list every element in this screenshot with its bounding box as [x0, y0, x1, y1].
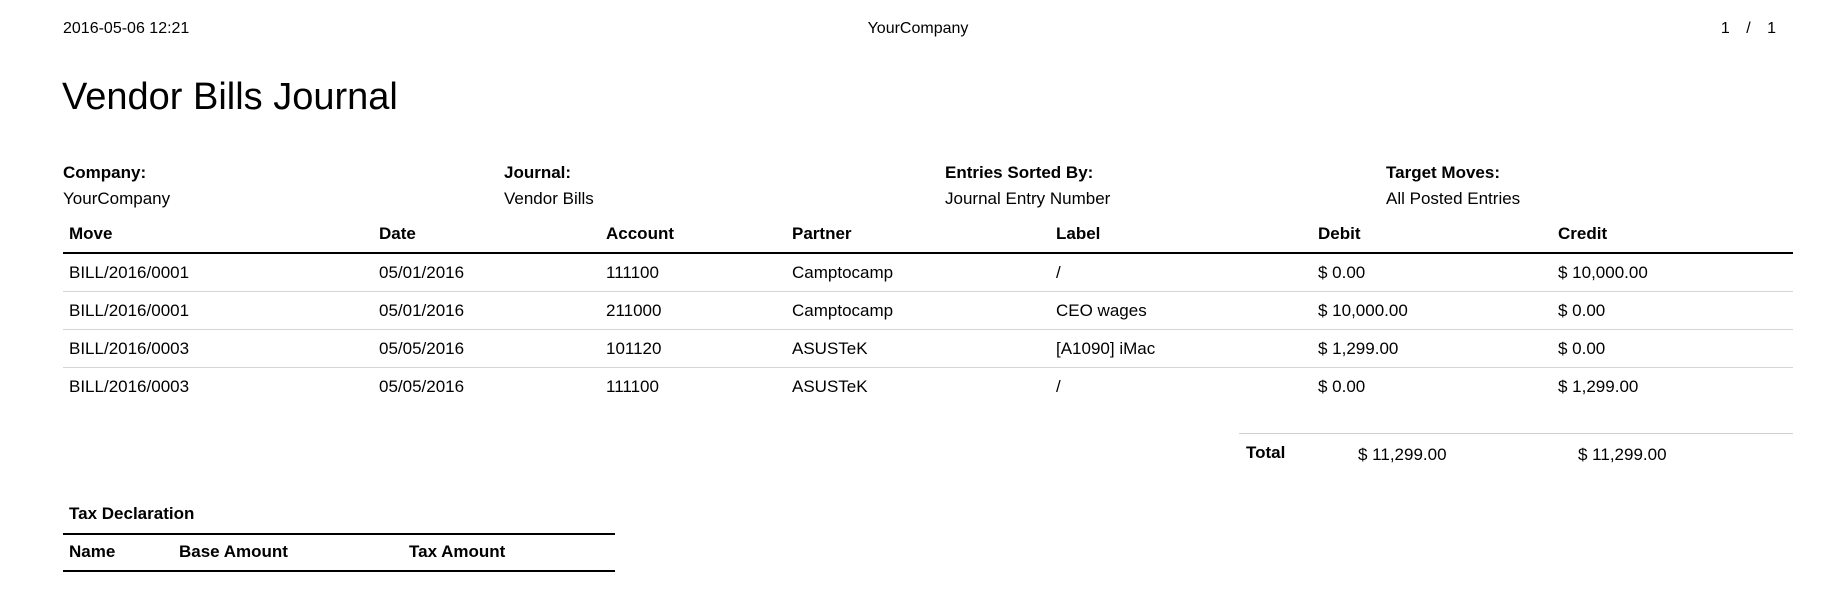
- cell-account: 211000: [600, 292, 786, 330]
- cell-label: /: [1056, 376, 1061, 396]
- cell-debit: $ 1,299.00: [1312, 330, 1552, 368]
- cell-account: 111100: [600, 253, 786, 292]
- column-header-credit: Credit: [1552, 222, 1793, 253]
- total-credit: $ 11,299.00: [1578, 445, 1667, 464]
- column-header-debit: Debit: [1312, 222, 1552, 253]
- info-journal: [504, 160, 594, 212]
- cell-date: 05/01/2016: [373, 253, 600, 292]
- tax-declaration-table: [63, 533, 615, 572]
- cell-move: BILL/2016/0003: [69, 376, 190, 396]
- print-datetime: 2016-05-06 12:21: [63, 20, 190, 37]
- cell-move: BILL/2016/0001: [63, 292, 373, 330]
- info-label: Company:: [63, 163, 147, 182]
- info-label: Journal:: [504, 163, 572, 182]
- column-header-date: Date: [373, 222, 600, 253]
- cell-move: BILL/2016/0001: [63, 253, 373, 292]
- cell-credit: $ 0.00: [1552, 292, 1793, 330]
- page-total: 1: [1767, 20, 1776, 37]
- info-target-moves: [1386, 160, 1520, 212]
- table-row: [63, 292, 1793, 330]
- cell-account: 111100: [606, 376, 659, 396]
- cell-label: /: [1050, 253, 1312, 292]
- tax-column-base-amount: Base Amount: [179, 542, 288, 561]
- tax-header-row: [63, 534, 615, 571]
- cell-date: 05/05/2016: [379, 376, 465, 396]
- info-label: Entries Sorted By:: [945, 163, 1094, 182]
- cell-label: [A1090] iMac: [1050, 330, 1312, 368]
- info-company: [63, 160, 170, 212]
- cell-credit: $ 0.00: [1552, 330, 1793, 368]
- page-separator: /: [1746, 20, 1751, 37]
- info-label: Target Moves:: [1386, 163, 1500, 182]
- table-row: [63, 253, 1793, 292]
- cell-debit: $ 0.00: [1312, 253, 1552, 292]
- header-company: YourCompany: [867, 20, 969, 37]
- cell-label: CEO wages: [1050, 292, 1312, 330]
- cell-move: BILL/2016/0003: [63, 330, 373, 368]
- total-label: Total: [1246, 443, 1286, 462]
- cell-partner: ASUSTeK: [786, 330, 1050, 368]
- tax-column-tax-amount: Tax Amount: [409, 542, 506, 561]
- totals-row: [1239, 433, 1793, 474]
- cell-account: 101120: [600, 330, 786, 368]
- table-row: [63, 330, 1793, 368]
- table-header-row: [63, 222, 1793, 253]
- page-title: Vendor Bills Journal: [62, 76, 398, 118]
- page-number: [1721, 20, 1776, 38]
- info-value: YourCompany: [63, 189, 171, 208]
- info-value: Vendor Bills: [504, 189, 594, 208]
- cell-partner: Camptocamp: [786, 292, 1050, 330]
- column-header-label: Label: [1050, 222, 1312, 253]
- info-value: All Posted Entries: [1386, 189, 1521, 208]
- column-header-move: Move: [63, 222, 373, 253]
- page-current: 1: [1720, 20, 1730, 37]
- tax-column-name: Name: [69, 542, 116, 561]
- cell-credit: $ 10,000.00: [1552, 253, 1793, 292]
- cell-date: 05/01/2016: [373, 292, 600, 330]
- info-value: Journal Entry Number: [945, 189, 1111, 208]
- cell-date: 05/05/2016: [373, 330, 600, 368]
- cell-partner: ASUSTeK: [792, 376, 868, 396]
- tax-declaration-title: Tax Declaration: [69, 504, 195, 523]
- column-header-account: Account: [600, 222, 786, 253]
- column-header-partner: Partner: [786, 222, 1050, 253]
- table-row: [63, 368, 1793, 406]
- cell-partner: Camptocamp: [786, 253, 1050, 292]
- cell-credit: $ 1,299.00: [1558, 376, 1639, 396]
- total-debit: $ 11,299.00: [1358, 445, 1447, 464]
- info-sorted-by: [945, 160, 1110, 212]
- cell-debit: $ 0.00: [1318, 376, 1366, 396]
- journal-entries-table: [63, 222, 1793, 405]
- cell-debit: $ 10,000.00: [1312, 292, 1552, 330]
